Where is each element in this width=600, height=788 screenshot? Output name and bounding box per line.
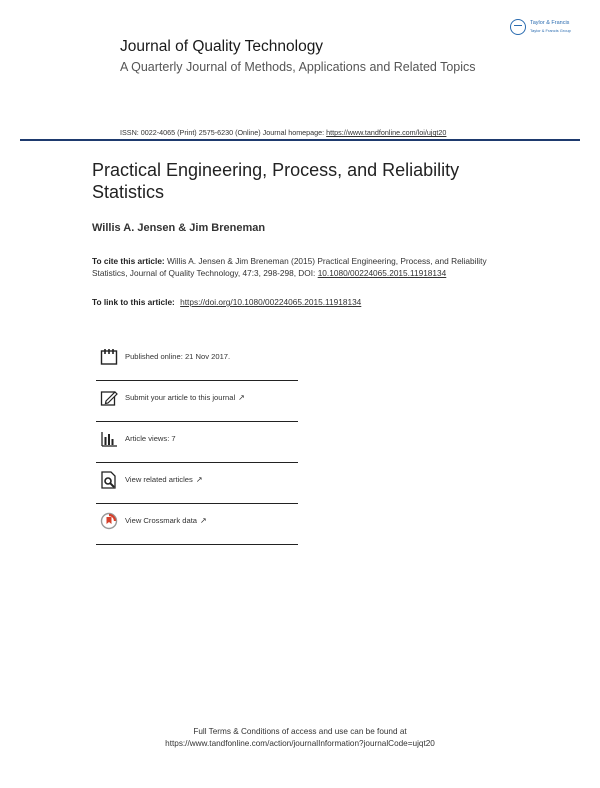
crossmark-link[interactable]: View Crossmark data — [125, 516, 198, 525]
submit-article-link[interactable]: Submit your article to this journal — [125, 393, 236, 402]
journal-title: Journal of Quality Technology — [120, 38, 324, 55]
external-link-icon: ↗ — [200, 516, 207, 525]
document-search-icon — [100, 471, 118, 489]
cite-label: To cite this article: — [92, 256, 165, 266]
footer-terms-link[interactable]: https://www.tandfonline.com/action/journalInformation?journalCode=ujqt20 — [165, 738, 435, 748]
related-articles-row[interactable] — [96, 463, 298, 504]
publisher-logo[interactable] — [510, 16, 582, 38]
footer — [0, 726, 600, 749]
citation-block — [92, 256, 492, 279]
bar-chart-icon — [100, 430, 118, 448]
crossmark-icon — [100, 512, 118, 530]
publisher-logo-icon — [510, 19, 526, 35]
published-date: Published online: 21 Nov 2017. — [125, 352, 231, 361]
article-doi-link[interactable]: https://doi.org/10.1080/00224065.2015.11918134 — [180, 297, 362, 307]
issn-line — [120, 128, 446, 137]
cite-doi-link[interactable]: 10.1080/00224065.2015.11918134 — [317, 267, 447, 278]
submit-article-row[interactable] — [96, 381, 298, 422]
article-link-line — [92, 297, 361, 307]
related-articles-link[interactable]: View related articles — [125, 475, 193, 484]
crossmark-row[interactable] — [96, 504, 298, 545]
article-views: Article views: 7 — [125, 434, 176, 443]
cite-text: Willis A. Jensen & Jim Breneman (2015) Practical Engineering, Process, and Reliability Statistics, Journal of Quality Technology, 47:3, 298-298, DOI: — [92, 256, 487, 278]
publisher-logo-text: Taylor & Francis — [530, 20, 570, 26]
header-rule — [20, 139, 580, 141]
article-authors: Willis A. Jensen & Jim Breneman — [92, 222, 266, 234]
issn-text: ISSN: 0022-4065 (Print) 2575-6230 (Online) Journal homepage: — [120, 128, 325, 137]
external-link-icon: ↗ — [238, 393, 245, 402]
link-label: To link to this article: — [92, 297, 175, 307]
article-views-row — [96, 422, 298, 463]
footer-terms-text: Full Terms & Conditions of access and use can be found at — [193, 727, 407, 736]
pencil-icon — [100, 389, 118, 407]
article-info-list — [96, 340, 298, 545]
article-title: Practical Engineering, Process, and Reliability Statistics — [92, 160, 460, 202]
external-link-icon: ↗ — [195, 475, 203, 484]
journal-homepage-link[interactable]: https://www.tandfonline.com/loi/ujqt20 — [326, 128, 447, 137]
calendar-icon — [100, 348, 118, 366]
published-row — [96, 340, 298, 381]
publisher-logo-subtext: Taylor & Francis Group — [530, 28, 571, 33]
journal-subtitle: A Quarterly Journal of Methods, Applications and Related Topics — [120, 60, 476, 74]
